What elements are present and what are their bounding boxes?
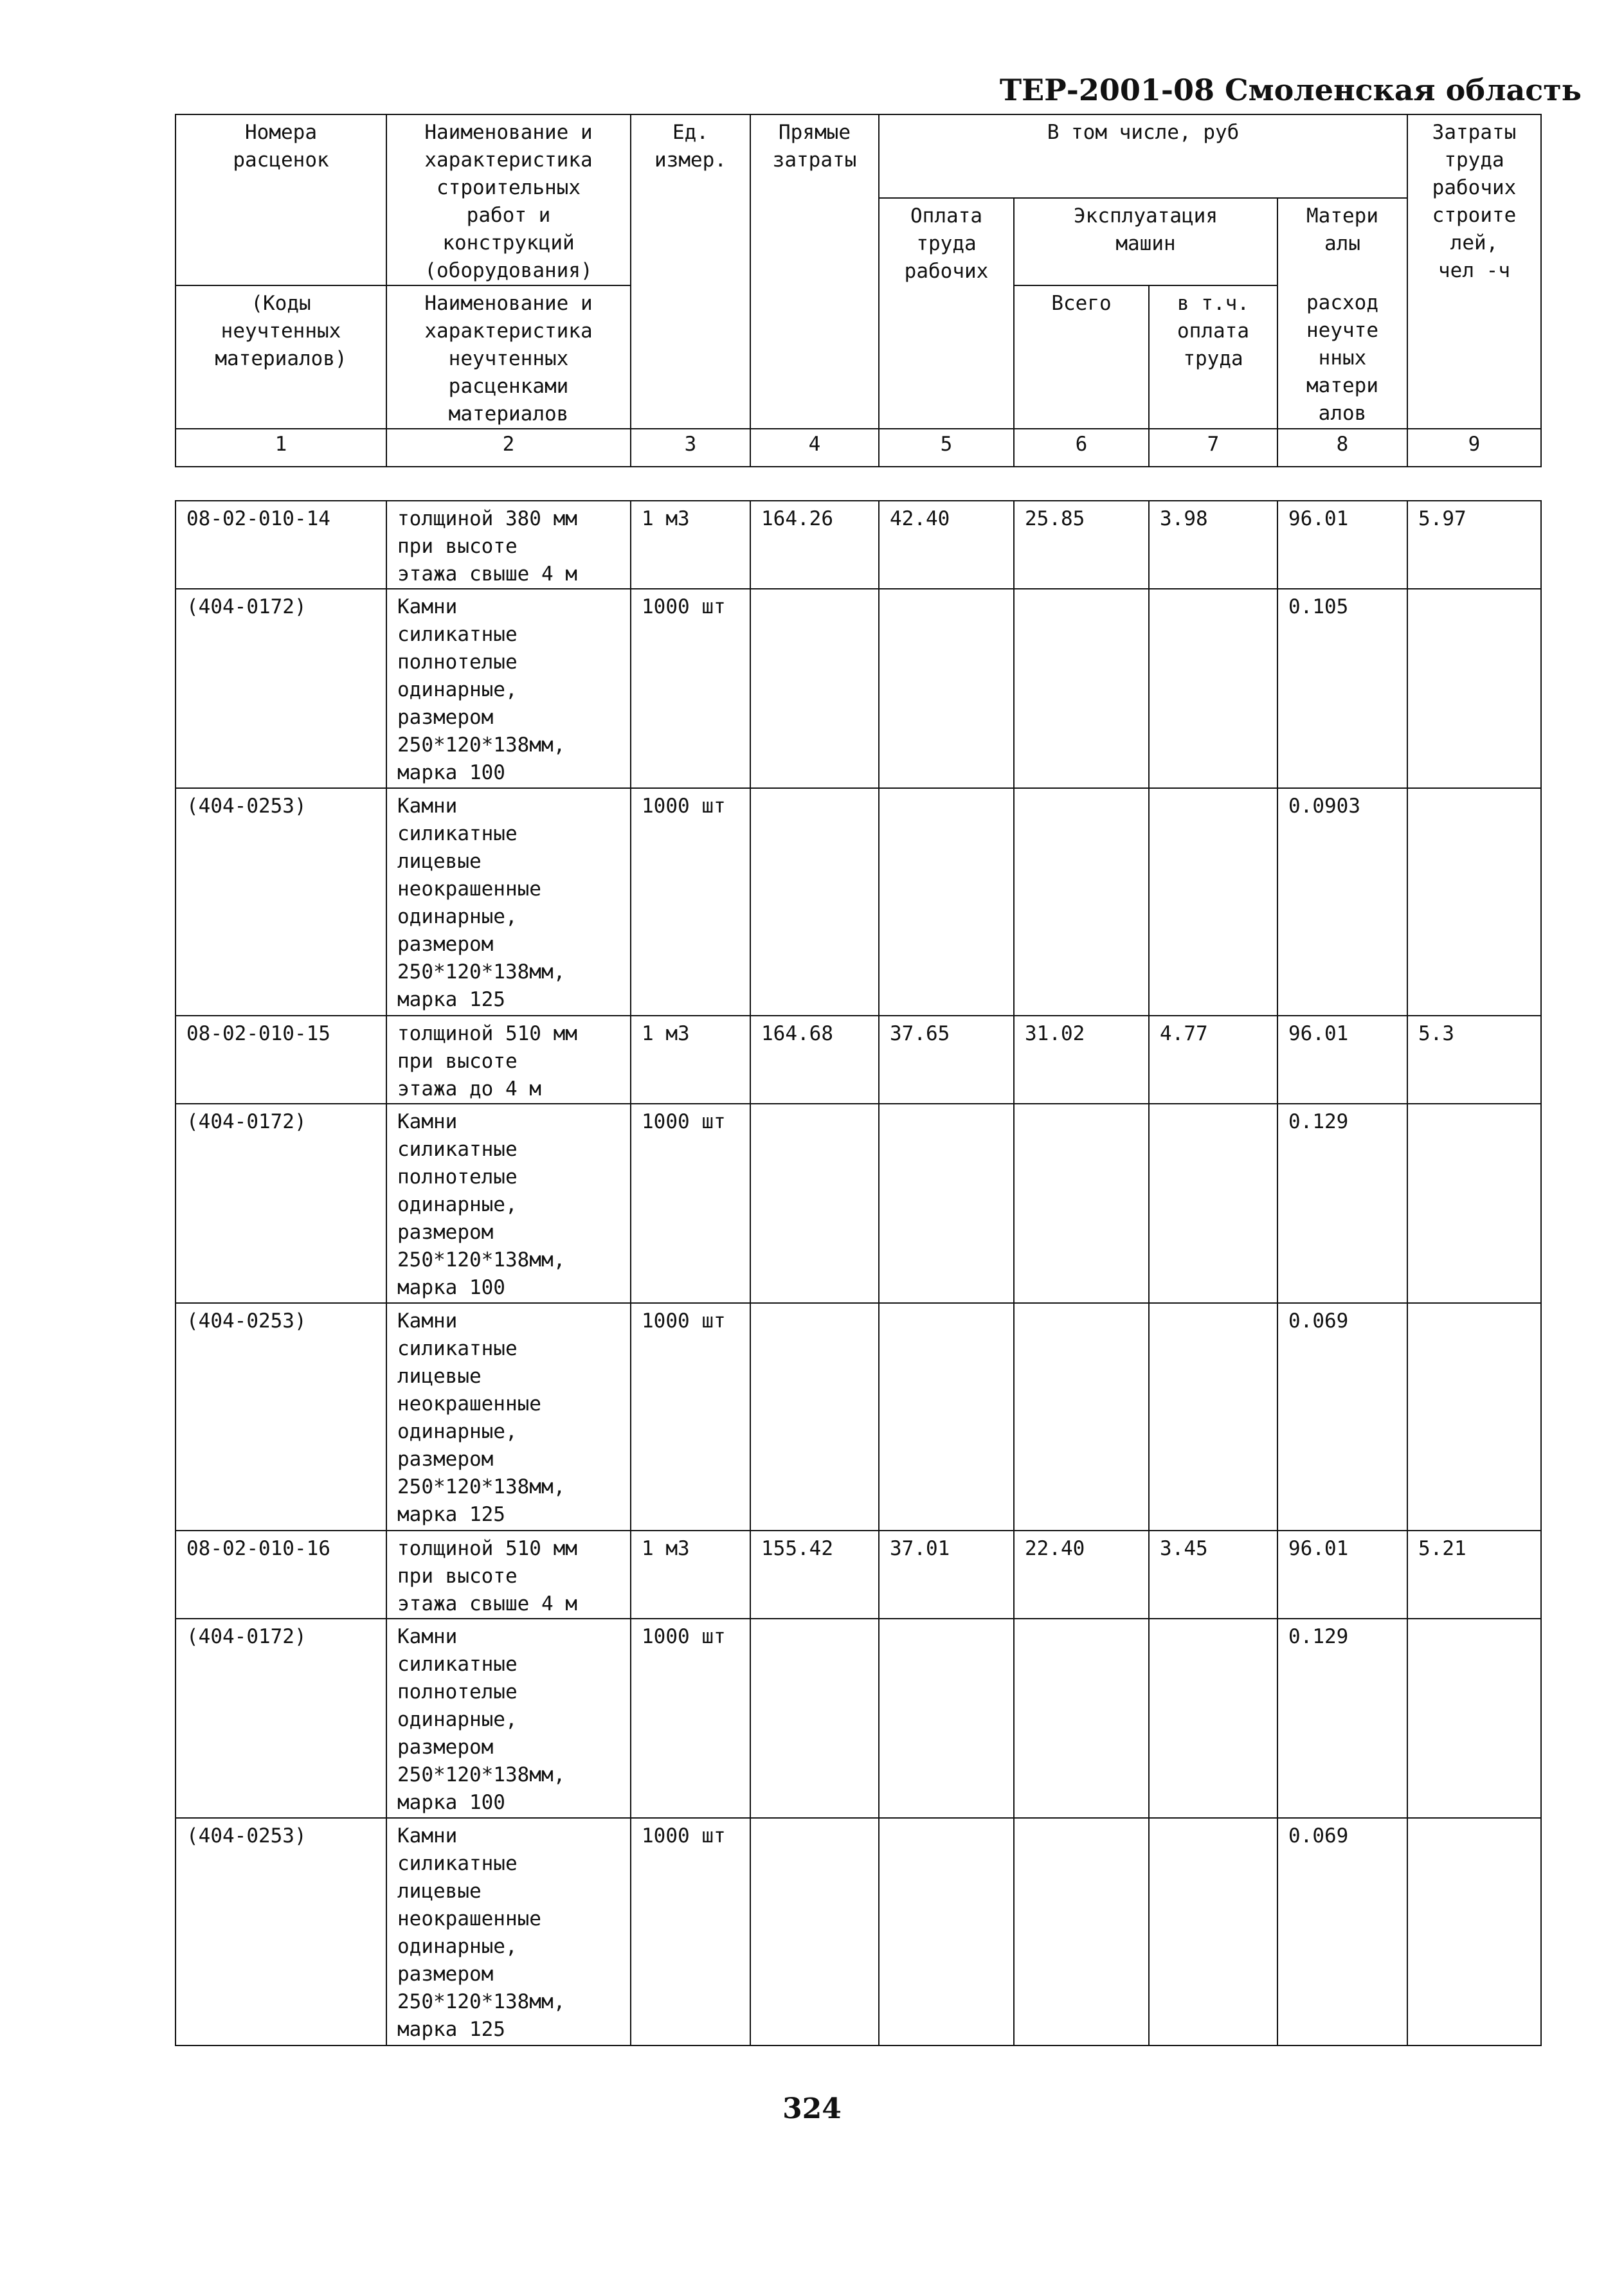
labor-hours-cell: 5.21 <box>1407 1531 1541 1619</box>
materials-cell: 0.105 <box>1277 589 1407 788</box>
labor-hours-cell <box>1407 1104 1541 1303</box>
header-col8-materials: Матери алы <box>1277 198 1407 285</box>
materials-cell: 0.129 <box>1277 1619 1407 1818</box>
description-cell: толщиной 380 мм при высоте этажа свыше 4 м <box>386 501 631 589</box>
machines-pay-cell: 3.98 <box>1149 501 1277 589</box>
direct-costs-cell <box>750 1619 879 1818</box>
materials-cell: 0.069 <box>1277 1303 1407 1531</box>
table-row <box>176 501 1541 589</box>
table-row <box>176 1104 1541 1303</box>
machines-total-cell <box>1014 1818 1149 2046</box>
machines-pay-cell <box>1149 589 1277 788</box>
header-col2-work-name: Наименование и характеристика строительных работ и конструкций (оборудования) <box>386 114 631 285</box>
unit-cell: 1000 шт <box>631 788 750 1016</box>
header-machine-operation: Эксплуатация машин <box>1014 198 1277 285</box>
worker-pay-cell: 37.65 <box>879 1016 1014 1104</box>
machines-pay-cell <box>1149 1619 1277 1818</box>
labor-hours-cell <box>1407 788 1541 1016</box>
header-col1-rate-numbers: Номера расценок <box>176 114 386 285</box>
description-cell: Камни силикатные полнотелые одинарные, размером 250*120*138мм, марка 100 <box>386 589 631 788</box>
unit-cell: 1000 шт <box>631 1619 750 1818</box>
column-number: 9 <box>1407 429 1541 467</box>
machines-pay-cell <box>1149 788 1277 1016</box>
unit-cell: 1 м3 <box>631 1531 750 1619</box>
rate-code-cell: 08-02-010-16 <box>176 1531 386 1619</box>
header-col6-total: Всего <box>1014 285 1149 429</box>
machines-total-cell <box>1014 1104 1149 1303</box>
header-col9-labor-hours: Затраты труда рабочих строите лей, чел -ч <box>1407 114 1541 429</box>
column-number: 8 <box>1277 429 1407 467</box>
description-cell: Камни силикатные лицевые неокрашенные одинарные, размером 250*120*138мм, марка 125 <box>386 1303 631 1531</box>
page-number: 324 <box>782 2092 842 2125</box>
direct-costs-cell: 155.42 <box>750 1531 879 1619</box>
worker-pay-cell <box>879 1818 1014 2046</box>
rate-code-cell: (404-0253) <box>176 1818 386 2046</box>
worker-pay-cell <box>879 1303 1014 1531</box>
header-col3-unit: Ед. измер. <box>631 114 750 429</box>
description-cell: толщиной 510 мм при высоте этажа до 4 м <box>386 1016 631 1104</box>
labor-hours-cell <box>1407 1818 1541 2046</box>
worker-pay-cell <box>879 1104 1014 1303</box>
direct-costs-cell <box>750 1818 879 2046</box>
header-col1-material-codes: (Коды неучтенных материалов) <box>176 285 386 429</box>
unit-cell: 1000 шт <box>631 1104 750 1303</box>
worker-pay-cell <box>879 788 1014 1016</box>
materials-cell: 0.0903 <box>1277 788 1407 1016</box>
column-number: 2 <box>386 429 631 467</box>
column-number: 7 <box>1149 429 1277 467</box>
machines-pay-cell <box>1149 1818 1277 2046</box>
labor-hours-cell: 5.97 <box>1407 501 1541 589</box>
machines-total-cell <box>1014 1303 1149 1531</box>
worker-pay-cell <box>879 589 1014 788</box>
machines-total-cell: 31.02 <box>1014 1016 1149 1104</box>
column-number: 1 <box>176 429 386 467</box>
machines-total-cell: 22.40 <box>1014 1531 1149 1619</box>
table-row <box>176 589 1541 788</box>
rate-code-cell: (404-0172) <box>176 1619 386 1818</box>
machines-total-cell <box>1014 589 1149 788</box>
table-row <box>176 1818 1541 2046</box>
machines-pay-cell: 4.77 <box>1149 1016 1277 1104</box>
rates-table <box>175 500 1542 2046</box>
worker-pay-cell: 37.01 <box>879 1531 1014 1619</box>
table-row <box>176 1016 1541 1104</box>
labor-hours-cell: 5.3 <box>1407 1016 1541 1104</box>
rate-code-cell: (404-0172) <box>176 589 386 788</box>
machines-pay-cell: 3.45 <box>1149 1531 1277 1619</box>
direct-costs-cell <box>750 589 879 788</box>
table-header <box>175 114 1542 467</box>
header-col5-worker-pay: Оплата труда рабочих <box>879 198 1014 429</box>
labor-hours-cell <box>1407 1619 1541 1818</box>
unit-cell: 1 м3 <box>631 501 750 589</box>
header-col4-direct-costs: Прямые затраты <box>750 114 879 429</box>
labor-hours-cell <box>1407 1303 1541 1531</box>
machines-total-cell <box>1014 788 1149 1016</box>
column-number: 5 <box>879 429 1014 467</box>
description-cell: Камни силикатные лицевые неокрашенные одинарные, размером 250*120*138мм, марка 125 <box>386 1818 631 2046</box>
description-cell: Камни силикатные полнотелые одинарные, размером 250*120*138мм, марка 100 <box>386 1104 631 1303</box>
table-row <box>176 1619 1541 1818</box>
unit-cell: 1000 шт <box>631 589 750 788</box>
rate-code-cell: (404-0253) <box>176 1303 386 1531</box>
machines-total-cell <box>1014 1619 1149 1818</box>
document-title: ТЕР-2001-08 Смоленская область <box>999 73 1582 107</box>
rate-code-cell: 08-02-010-14 <box>176 501 386 589</box>
unit-cell: 1000 шт <box>631 1818 750 2046</box>
description-cell: Камни силикатные полнотелые одинарные, размером 250*120*138мм, марка 100 <box>386 1619 631 1818</box>
unit-cell: 1000 шт <box>631 1303 750 1531</box>
materials-cell: 96.01 <box>1277 1531 1407 1619</box>
direct-costs-cell <box>750 788 879 1016</box>
direct-costs-cell: 164.26 <box>750 501 879 589</box>
worker-pay-cell <box>879 1619 1014 1818</box>
direct-costs-cell <box>750 1104 879 1303</box>
unit-cell: 1 м3 <box>631 1016 750 1104</box>
labor-hours-cell <box>1407 589 1541 788</box>
header-col7-incl-pay: в т.ч. оплата труда <box>1149 285 1277 429</box>
rate-code-cell: (404-0172) <box>176 1104 386 1303</box>
materials-cell: 0.129 <box>1277 1104 1407 1303</box>
header-col2-material-name: Наименование и характеристика неучтенных расценками материалов <box>386 285 631 429</box>
description-cell: толщиной 510 мм при высоте этажа свыше 4 м <box>386 1531 631 1619</box>
materials-cell: 96.01 <box>1277 501 1407 589</box>
direct-costs-cell <box>750 1303 879 1531</box>
rate-code-cell: 08-02-010-15 <box>176 1016 386 1104</box>
table-row <box>176 788 1541 1016</box>
materials-cell: 96.01 <box>1277 1016 1407 1104</box>
rate-code-cell: (404-0253) <box>176 788 386 1016</box>
header-including-rub: В том числе, руб <box>879 114 1407 198</box>
machines-pay-cell <box>1149 1303 1277 1531</box>
machines-pay-cell <box>1149 1104 1277 1303</box>
table-row <box>176 1303 1541 1531</box>
materials-cell: 0.069 <box>1277 1818 1407 2046</box>
direct-costs-cell: 164.68 <box>750 1016 879 1104</box>
description-cell: Камни силикатные лицевые неокрашенные одинарные, размером 250*120*138мм, марка 125 <box>386 788 631 1016</box>
column-number: 3 <box>631 429 750 467</box>
header-col8-material-consumption: расход неучте нных матери алов <box>1277 285 1407 429</box>
table-row <box>176 1531 1541 1619</box>
column-number: 6 <box>1014 429 1149 467</box>
column-number: 4 <box>750 429 879 467</box>
machines-total-cell: 25.85 <box>1014 501 1149 589</box>
worker-pay-cell: 42.40 <box>879 501 1014 589</box>
